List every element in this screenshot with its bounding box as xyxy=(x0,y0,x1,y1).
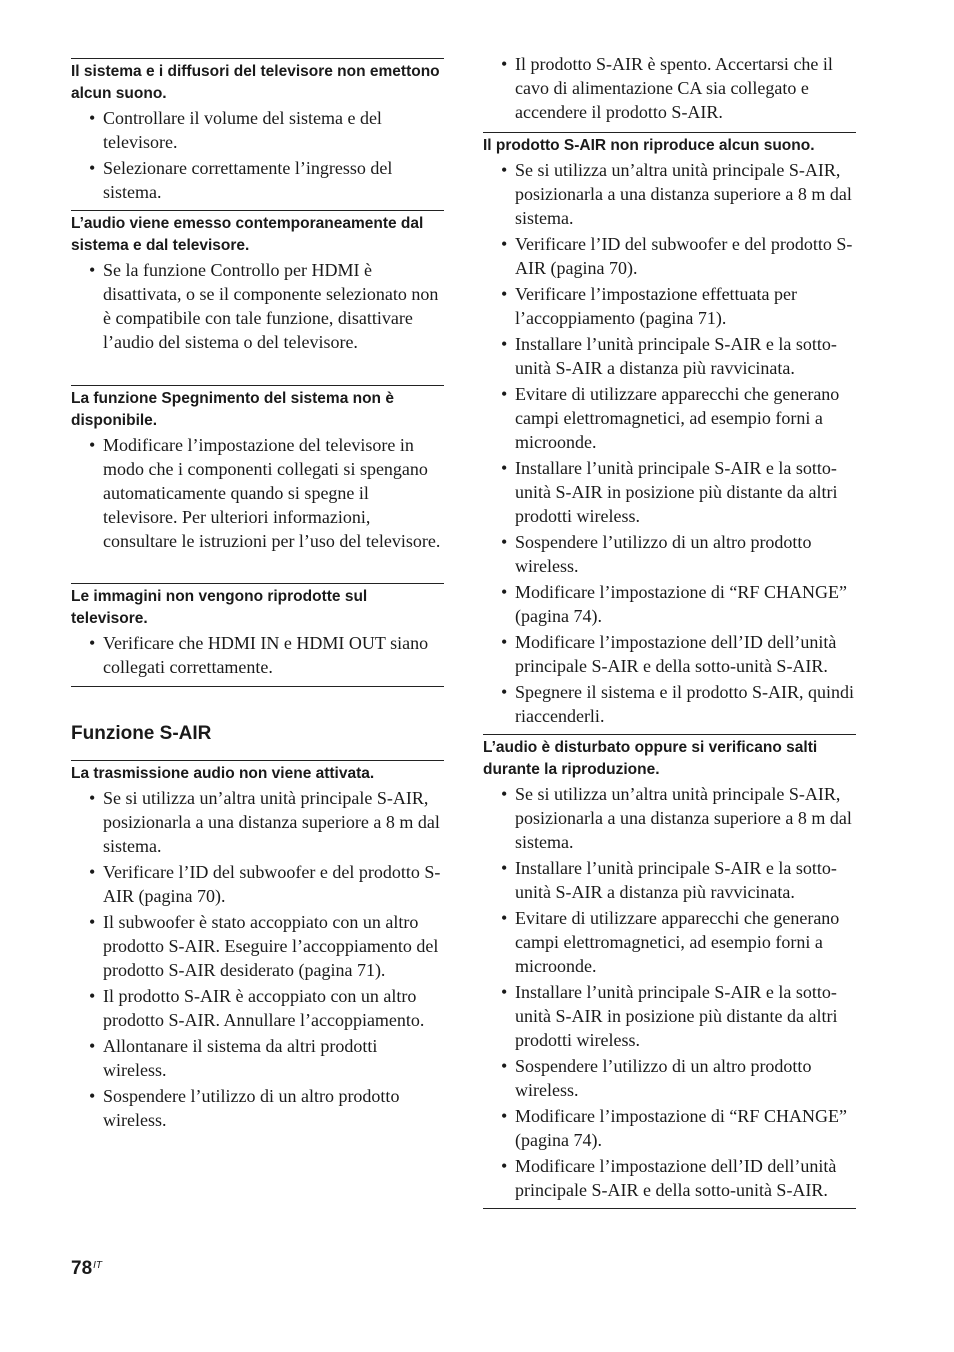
bullet: • xyxy=(501,1056,508,1076)
bullet: • xyxy=(501,54,508,74)
list-item xyxy=(71,1084,444,1132)
block-heading: Il prodotto S-AIR non riproduce alcun suono. xyxy=(483,132,856,157)
bullet: • xyxy=(501,334,508,354)
bullet: • xyxy=(501,1156,508,1176)
bullet: • xyxy=(89,435,96,455)
item-list xyxy=(71,106,444,204)
item-text: Modificare l’impostazione di “RF CHANGE” (pagina 74). xyxy=(515,1106,847,1150)
bullet: • xyxy=(89,108,96,128)
bullet: • xyxy=(89,1036,96,1056)
bullet: • xyxy=(89,158,96,178)
item-text: Se si utilizza un’altra unità principale S-AIR, posizionarla a una distanza superiore a 8 m dal sistema. xyxy=(515,784,852,852)
item-text: Sospendere l’utilizzo di un altro prodotto wireless. xyxy=(515,532,812,576)
block-heading: La trasmissione audio non viene attivata. xyxy=(71,760,444,785)
item-list xyxy=(483,782,856,1202)
item-text: Selezionare correttamente l’ingresso del sistema. xyxy=(103,158,393,202)
item-list xyxy=(71,786,444,1132)
item-list xyxy=(71,258,444,354)
bullet: • xyxy=(89,1086,96,1106)
list-item xyxy=(483,580,856,628)
bullet: • xyxy=(501,582,508,602)
bullet: • xyxy=(89,986,96,1006)
item-text: Modificare l’impostazione del televisore in modo che i componenti collegati si spengano automaticamente quando si spegne il televisore. Per ulteriori informazioni, consultare le istruzioni per l’uso del televisore. xyxy=(103,435,441,551)
bullet: • xyxy=(501,532,508,552)
page-language-suffix: IT xyxy=(93,1260,103,1271)
troubleshoot-block xyxy=(71,385,444,555)
bullet: • xyxy=(501,682,508,702)
list-item xyxy=(483,232,856,280)
troubleshoot-block xyxy=(71,583,444,681)
item-text: Allontanare il sistema da altri prodotti wireless. xyxy=(103,1036,378,1080)
item-text: Verificare l’impostazione effettuata per l’accoppiamento (pagina 71). xyxy=(515,284,798,328)
list-item xyxy=(483,980,856,1052)
item-text: Spegnere il sistema e il prodotto S-AIR, quindi riaccenderli. xyxy=(515,682,854,726)
bullet: • xyxy=(501,160,508,180)
block-heading: L’audio viene emesso contemporaneamente dal sistema e dal televisore. xyxy=(71,210,444,257)
list-item xyxy=(71,910,444,982)
list-item xyxy=(71,860,444,908)
section-divider xyxy=(71,686,444,687)
bullet: • xyxy=(501,234,508,254)
item-text: Se la funzione Controllo per HDMI è disattivata, o se il componente selezionato non è compatibile con tale funzione, disattivare l’audio del sistema o del televisore. xyxy=(103,260,439,352)
item-text: Il prodotto S-AIR è accoppiato con un altro prodotto S-AIR. Annullare l’accoppiamento. xyxy=(103,986,425,1030)
list-item xyxy=(71,631,444,679)
item-text: Verificare l’ID del subwoofer e del prodotto S-AIR (pagina 70). xyxy=(515,234,853,278)
list-item xyxy=(483,1104,856,1152)
item-text: Modificare l’impostazione dell’ID dell’unità principale S-AIR e della sotto-unità S-AIR. xyxy=(515,1156,837,1200)
list-item xyxy=(71,156,444,204)
item-list xyxy=(71,631,444,679)
section-title: Funzione S-AIR xyxy=(71,723,212,744)
item-text: Il subwoofer è stato accoppiato con un altro prodotto S-AIR. Eseguire l’accoppiamento del prodotto S-AIR desiderato (pagina 71). xyxy=(103,912,439,980)
list-item xyxy=(483,680,856,728)
block-heading: La funzione Spegnimento del sistema non è disponibile. xyxy=(71,385,444,432)
troubleshoot-block xyxy=(71,58,444,206)
list-item xyxy=(483,282,856,330)
item-text: Modificare l’impostazione di “RF CHANGE” (pagina 74). xyxy=(515,582,847,626)
continued-item-list xyxy=(483,52,856,126)
item-text: Verificare l’ID del subwoofer e del prodotto S-AIR (pagina 70). xyxy=(103,862,441,906)
list-item xyxy=(483,382,856,454)
bullet: • xyxy=(501,858,508,878)
bullet: • xyxy=(89,260,96,280)
item-list xyxy=(483,158,856,728)
troubleshoot-block xyxy=(71,760,444,1134)
item-text: Sospendere l’utilizzo di un altro prodotto wireless. xyxy=(103,1086,400,1130)
list-item xyxy=(483,782,856,854)
list-item xyxy=(483,630,856,678)
list-item xyxy=(71,106,444,154)
item-text: Sospendere l’utilizzo di un altro prodotto wireless. xyxy=(515,1056,812,1100)
item-text: Il prodotto S-AIR è spento. Accertarsi che il cavo di alimentazione CA sia collegato e accendere il prodotto S-AIR. xyxy=(515,54,833,122)
list-item xyxy=(71,1034,444,1082)
bullet: • xyxy=(501,982,508,1002)
list-item xyxy=(483,52,856,124)
item-text: Installare l’unità principale S-AIR e la sotto-unità S-AIR in posizione più distante da altri prodotti wireless. xyxy=(515,458,838,526)
item-list xyxy=(71,433,444,553)
page-number xyxy=(71,1258,102,1280)
item-text: Installare l’unità principale S-AIR e la sotto-unità S-AIR a distanza più ravvicinata. xyxy=(515,334,837,378)
list-item xyxy=(71,433,444,553)
bullet: • xyxy=(501,1106,508,1126)
item-text: Controllare il volume del sistema e del televisore. xyxy=(103,108,382,152)
list-item xyxy=(71,786,444,858)
list-item xyxy=(483,856,856,904)
page-number-value: 78 xyxy=(71,1258,93,1279)
bullet: • xyxy=(501,632,508,652)
block-heading: Il sistema e i diffusori del televisore non emettono alcun suono. xyxy=(71,58,444,105)
bullet: • xyxy=(89,633,96,653)
troubleshoot-block xyxy=(483,734,856,1204)
item-text: Modificare l’impostazione dell’ID dell’unità principale S-AIR e della sotto-unità S-AIR. xyxy=(515,632,837,676)
block-heading: L’audio è disturbato oppure si verificano salti durante la riproduzione. xyxy=(483,734,856,781)
bullet: • xyxy=(501,384,508,404)
list-item xyxy=(483,906,856,978)
list-item xyxy=(483,530,856,578)
item-text: Evitare di utilizzare apparecchi che generano campi elettromagnetici, ad esempio forni a microonde. xyxy=(515,384,840,452)
troubleshoot-block xyxy=(483,132,856,730)
list-item xyxy=(483,158,856,230)
list-item xyxy=(483,332,856,380)
item-text: Installare l’unità principale S-AIR e la sotto-unità S-AIR in posizione più distante da altri prodotti wireless. xyxy=(515,982,838,1050)
bullet: • xyxy=(89,912,96,932)
bullet: • xyxy=(89,862,96,882)
bullet: • xyxy=(501,908,508,928)
bullet: • xyxy=(501,458,508,478)
list-item xyxy=(483,456,856,528)
item-text: Evitare di utilizzare apparecchi che generano campi elettromagnetici, ad esempio forni a microonde. xyxy=(515,908,840,976)
section-divider xyxy=(483,1208,856,1209)
troubleshoot-block xyxy=(71,210,444,356)
list-item xyxy=(71,258,444,354)
item-text: Verificare che HDMI IN e HDMI OUT siano collegati correttamente. xyxy=(103,633,429,677)
list-item xyxy=(483,1154,856,1202)
block-heading: Le immagini non vengono riprodotte sul televisore. xyxy=(71,583,444,630)
bullet: • xyxy=(501,784,508,804)
list-item xyxy=(71,984,444,1032)
item-text: Installare l’unità principale S-AIR e la sotto-unità S-AIR a distanza più ravvicinata. xyxy=(515,858,837,902)
item-text: Se si utilizza un’altra unità principale S-AIR, posizionarla a una distanza superiore a 8 m dal sistema. xyxy=(103,788,440,856)
bullet: • xyxy=(501,284,508,304)
list-item xyxy=(483,1054,856,1102)
bullet: • xyxy=(89,788,96,808)
item-text: Se si utilizza un’altra unità principale S-AIR, posizionarla a una distanza superiore a 8 m dal sistema. xyxy=(515,160,852,228)
